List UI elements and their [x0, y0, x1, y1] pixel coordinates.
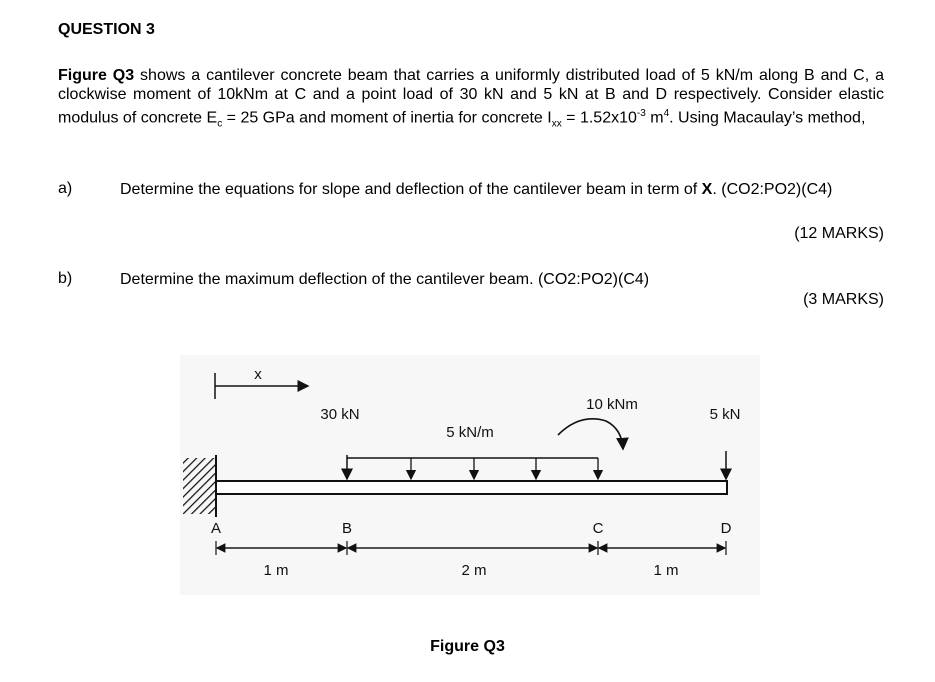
figure-caption: Figure Q3: [430, 638, 505, 655]
part-b-label: b): [58, 270, 73, 287]
span-bc-label: 2 m: [461, 562, 487, 579]
intro-text-a: shows a cantilever concrete beam that carries a uniformly distributed load of 5 kN/m along B and C, a clockwise moment of 10kNm at C and a point load of 30 kN and 5 kN at B and D respectively. Consider elastic modulus of concrete E: [58, 67, 884, 127]
exponent-2: 4: [663, 108, 670, 119]
beam-diagram: [180, 355, 760, 595]
point-c-label: C: [592, 520, 604, 537]
beam: [216, 481, 727, 494]
dimension-lines: [216, 541, 726, 555]
point-b-label: B: [341, 520, 353, 537]
part-a-variable: X: [701, 181, 713, 198]
part-b-text: Determine the maximum deflection of the cantilever beam. (CO2:PO2)(C4): [120, 271, 650, 288]
intro-text-e: . Using Macaulay’s method,: [669, 109, 866, 127]
intro-text-d: m: [645, 109, 664, 127]
part-a-end: . (CO2:PO2)(C4): [712, 181, 833, 198]
part-a-body: Determine the equations for slope and deflection of the cantilever beam in term of: [120, 181, 702, 198]
load-b-label: 30 kN: [320, 406, 360, 423]
x-label: x: [254, 366, 262, 383]
point-a-label: A: [210, 520, 222, 537]
point-d-label: D: [720, 520, 732, 537]
ec-subscript: c: [217, 118, 223, 130]
fixed-support: [183, 458, 216, 514]
exponent-1: -3: [636, 108, 646, 119]
span-cd-label: 1 m: [653, 562, 679, 579]
question-intro: [58, 66, 884, 134]
part-b-marks: (3 MARKS): [803, 291, 884, 308]
question-title: QUESTION 3: [58, 21, 155, 38]
part-a-label: a): [58, 180, 73, 197]
part-a-text: [120, 180, 884, 199]
ixx-subscript: xx: [551, 118, 562, 130]
moment-label: 10 kNm: [586, 396, 638, 413]
span-ab-label: 1 m: [263, 562, 289, 579]
moment-arrow: [558, 419, 623, 449]
intro-text-c: = 1.52x10: [561, 109, 637, 127]
udl-label: 5 kN/m: [446, 424, 494, 441]
load-d-label: 5 kN: [709, 406, 741, 423]
part-a-marks: (12 MARKS): [794, 225, 884, 242]
figure-reference: Figure Q3: [58, 67, 135, 84]
beam-figure: [180, 355, 760, 595]
intro-text-b: = 25 GPa and moment of inertia for concrete I: [222, 109, 552, 127]
